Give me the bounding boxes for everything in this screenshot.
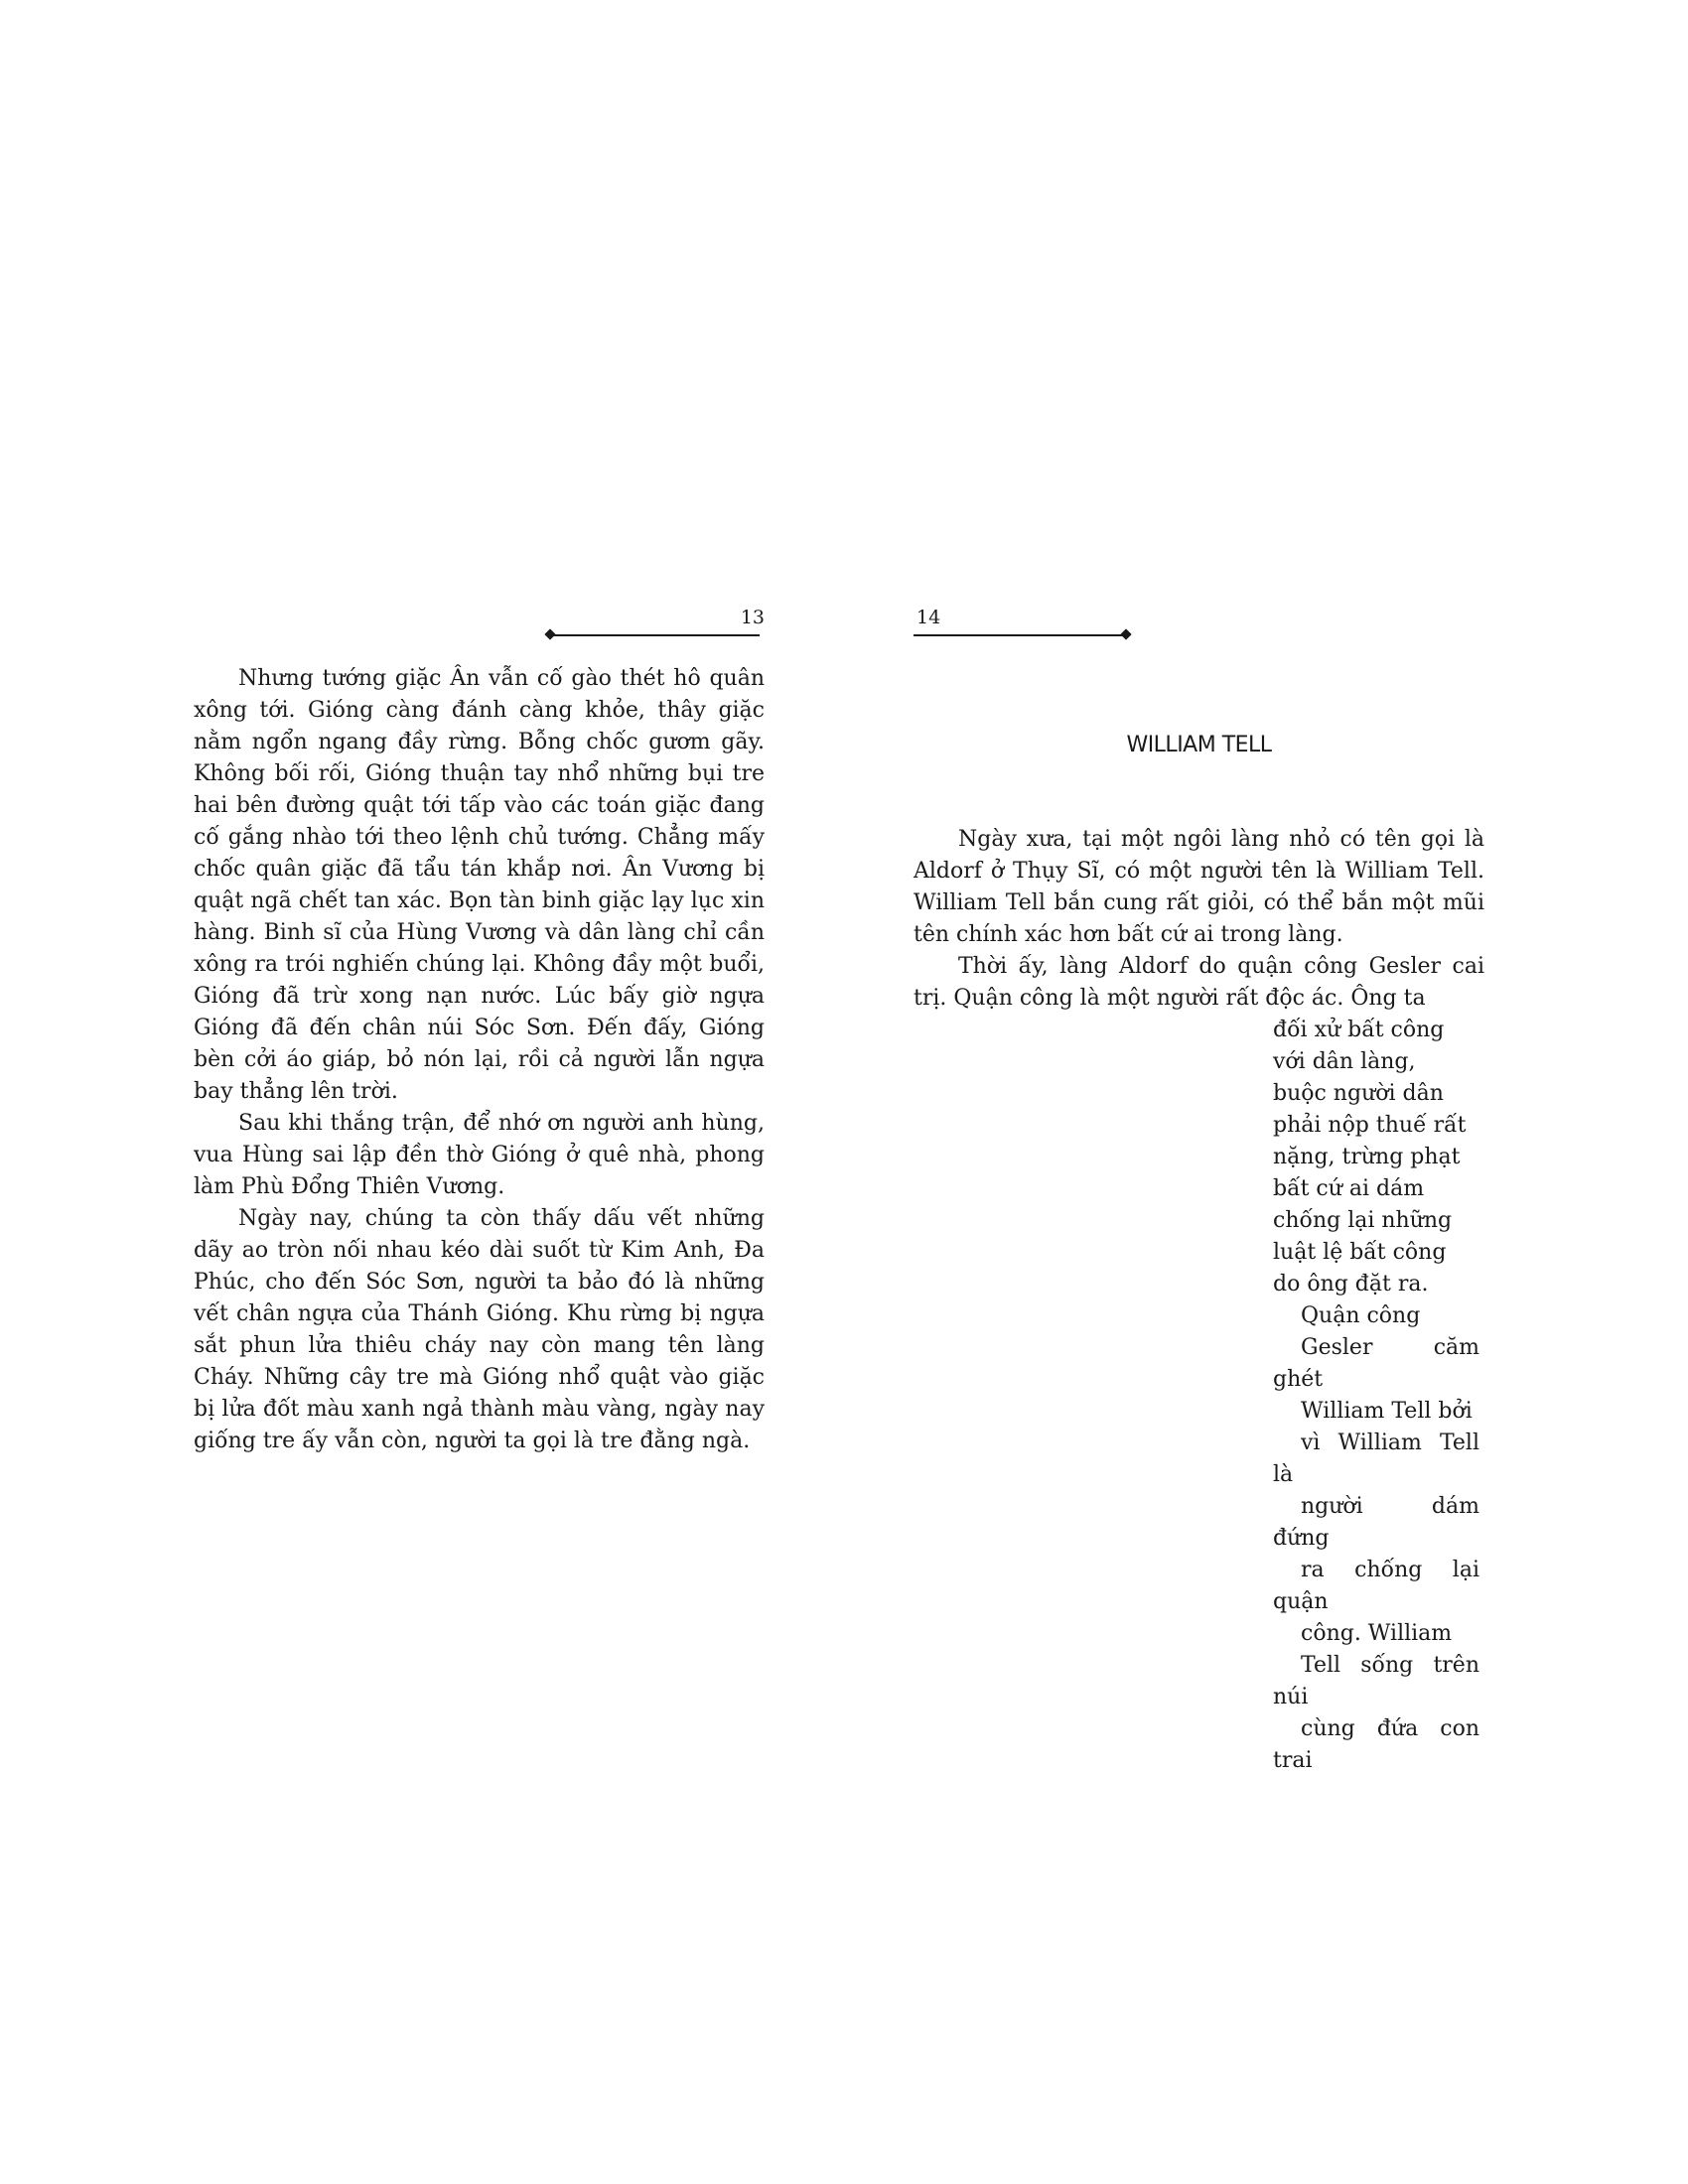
text-line: Gesler căm ghét	[1273, 1335, 1479, 1392]
diamond-ornament-icon	[1120, 628, 1131, 639]
text-line: với dân làng,	[1273, 1049, 1416, 1074]
paragraph: Thời ấy, làng Aldorf do quận công Gesler cai trị. Quận công là một người rất độc ác. Ông ta	[914, 954, 1484, 1011]
text-line: Quận công	[1301, 1303, 1421, 1328]
page-number: 14	[916, 607, 941, 628]
story-title: WILLIAM TELL	[1126, 733, 1272, 757]
text-line: William Tell bởi	[1301, 1399, 1473, 1424]
header-rule	[914, 634, 1124, 636]
text-line: người dám đứng	[1273, 1494, 1479, 1551]
page-number: 13	[740, 607, 765, 628]
diamond-ornament-icon	[544, 628, 555, 639]
paragraph: Ngày nay, chúng ta còn thấy dấu vết những dãy ao tròn nối nhau kéo dài suốt từ Kim Anh, Đa Phúc, cho đến Sóc Sơn, người ta bảo đó là những vết chân ngựa của Thánh Gióng. Khu rừng bị ngựa sắt phun lửa thiêu cháy nay còn mang tên làng Cháy. Những cây tre mà Gióng nhổ quật vào giặc bị lửa đốt màu xanh ngả thành màu vàng, ngày nay giống tre ấy vẫn còn, người ta gọi là tre đằng ngà.	[194, 1206, 765, 1453]
text-line: chống lại những	[1273, 1208, 1453, 1233]
paragraph: Nhưng tướng giặc Ân vẫn cố gào thét hô quân xông tới. Gióng càng đánh càng khỏe, thây giặc nằm ngổn ngang đầy rừng. Bỗng chốc gươm gãy. Không bối rối, Gióng thuận tay nhổ những bụi tre hai bên đường quật tới tấp vào các toán giặc đang cố gắng nhào tới theo lệnh chủ tướng. Chẳng mấy chốc quân giặc đã tẩu tán khắp nơi. Ân Vương bị quật ngã chết tan xác. Bọn tàn binh giặc lạy lục xin hàng. Binh sĩ của Hùng Vương và dân làng chỉ cần xông ra trói nghiến chúng lại. Không đầy một buổi, Gióng đã trừ xong nạn nước. Lúc bấy giờ ngựa Gióng đã đến chân núi Sóc Sơn. Đến đấy, Gióng bèn cởi áo giáp, bỏ nón lại, rồi cả người lẫn ngựa bay thẳng lên trời.	[194, 666, 765, 1104]
text-line: Tell sống trên núi	[1273, 1653, 1479, 1709]
text-line: ra chống lại quận	[1273, 1558, 1479, 1614]
text-line: cùng đứa con trai	[1273, 1716, 1479, 1773]
text-line: buộc người dân	[1273, 1081, 1444, 1106]
text-line: vì William Tell là	[1273, 1431, 1479, 1487]
paragraph	[1273, 1300, 1479, 1777]
text-line: phải nộp thuế rất	[1273, 1113, 1467, 1138]
intro-text	[914, 824, 1484, 1015]
paragraph	[1273, 1015, 1479, 1300]
text-line: do ông đặt ra.	[1273, 1272, 1429, 1297]
text-line: công. William	[1301, 1621, 1453, 1646]
text-line: nặng, trừng phạt	[1273, 1145, 1461, 1169]
paragraph: Sau khi thắng trận, để nhớ ơn người anh hùng, vua Hùng sai lập đền thờ Gióng ở quê nhà, phong làm Phù Đổng Thiên Vương.	[194, 1111, 765, 1199]
body-text	[194, 663, 765, 1457]
narrow-text-column	[1273, 1015, 1479, 1777]
paragraph: Ngày xưa, tại một ngôi làng nhỏ có tên gọi là Aldorf ở Thụy Sĩ, có một người tên là William Tell. William Tell bắn cung rất giỏi, có thể bắn một mũi tên chính xác hơn bất cứ ai trong làng.	[914, 827, 1484, 947]
text-line: bất cứ ai dám	[1273, 1176, 1425, 1201]
text-line: luật lệ bất công	[1273, 1240, 1447, 1265]
header-rule	[549, 634, 760, 636]
text-line: đối xử bất công	[1273, 1018, 1445, 1042]
